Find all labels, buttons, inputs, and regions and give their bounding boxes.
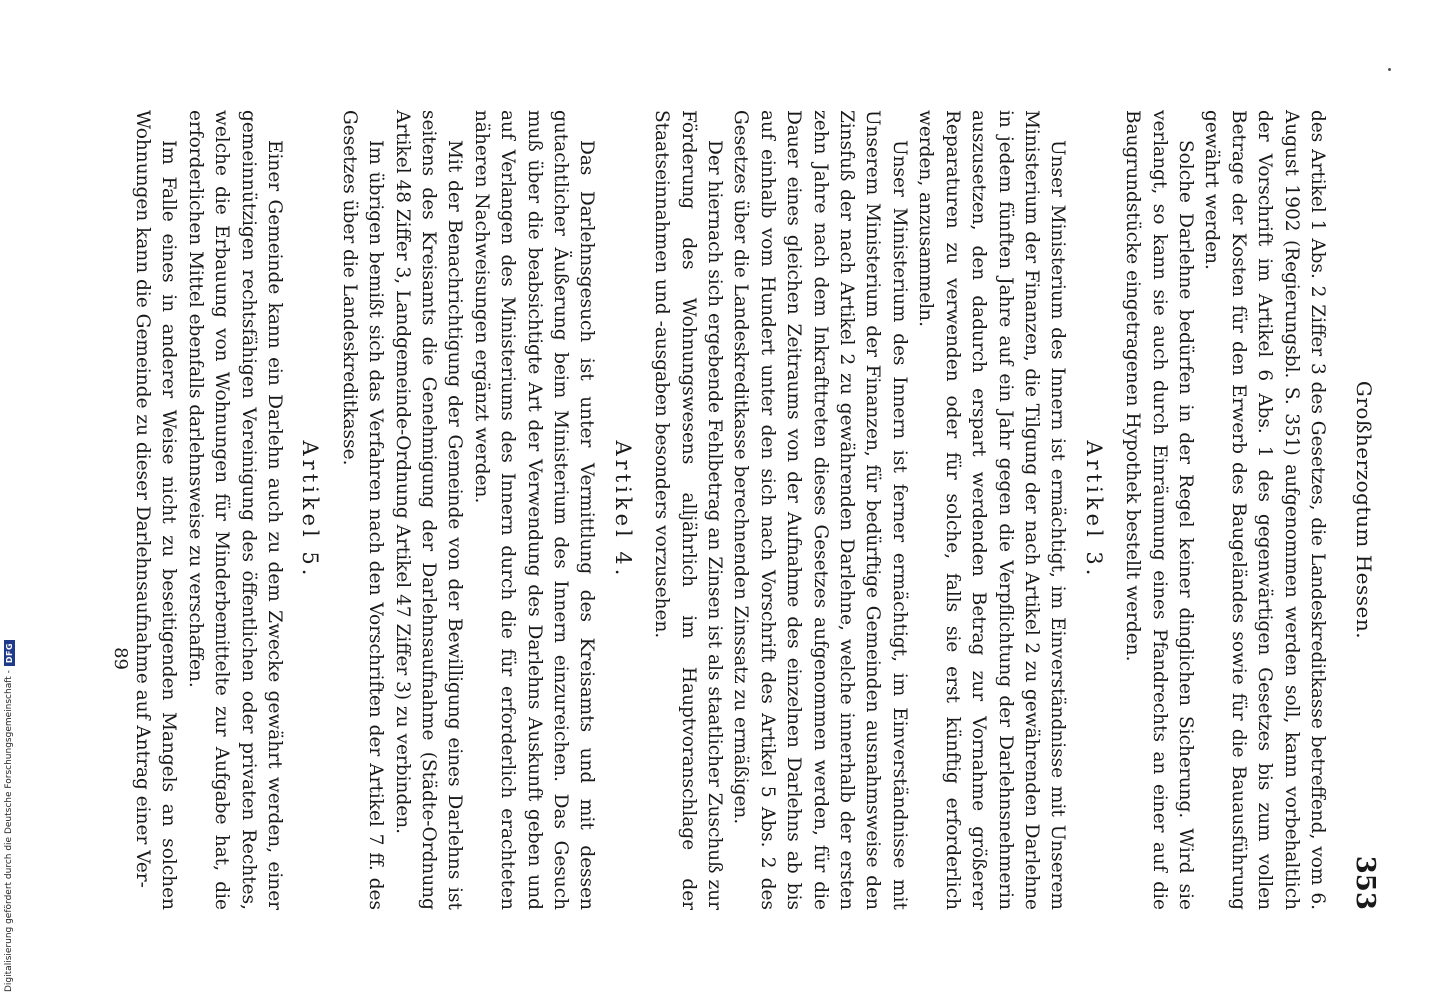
- signature-mark: 89: [110, 647, 131, 670]
- running-head: Großherzogtum Hessen.: [1352, 380, 1376, 640]
- paragraph-10: Im Falle eines in anderer Weise nicht zu beseitigenden Mangels an solchen Wohnungen kann die Gemeinde zu dieser Darlehnsaufnahme auf Antrag einer Ver-: [131, 110, 180, 910]
- scan-artifact-dot: [1388, 68, 1391, 71]
- page-header: [1340, 110, 1380, 910]
- credit-text: Digitalisierung gefördert durch die Deutsche Forschungsgemeinschaft -: [4, 670, 14, 992]
- paragraph-2: Solche Darlehne bedürfen in der Regel keiner dinglichen Sicherung. Wird sie verlangt, so kann sie auch durch Einräumung eines Pfandrechts an einer auf die Baugrundstücke eingetragenen Hypothek bestellt werden.: [1122, 110, 1196, 910]
- rotated-page: [110, 110, 1380, 910]
- page-number: 353: [1350, 855, 1380, 910]
- article-5-heading: Artikel 5.: [298, 440, 323, 580]
- paragraph-5: Der hiernach sich ergebende Fehlbetrag an Zinsen ist als staatlicher Zuschuß zur Förderung des Wohnungswesens alljährlich im Hauptvoranschlage der Staatseinnahmen und -ausgaben besonders vorzusehen.: [651, 110, 726, 910]
- dfg-logo: DFG: [4, 640, 15, 666]
- paragraph-8: Im übrigen bemißt sich das Verfahren nach den Vorschriften der Artikel 7 ff. des Gesetzes über die Landeskreditkasse.: [338, 110, 387, 910]
- article-4-heading: Artikel 4.: [610, 440, 635, 580]
- paragraph-4: Unser Ministerium des Innern ist ferner ermächtigt, im Einverständnisse mit Unserem Ministerium der Finanzen, für bedürftige Gemeinden ausnahmsweise den Zinsfuß der nach Artikel 2 zu gewährenden Darlehne, welche innerhalb der ersten zehn Jahre nach dem Inkrafttreten dieses Gesetzes aufgenommen werden, für die Dauer eines gleichen Zeitraums von der Aufnahme des einzelnen Darlehns ab bis auf einhalb vom Hundert unter den sich nach Vorschrift des Artikel 5 Abs. 2 des Gesetzes über die Landeskreditkasse berechnenden Zinssatz zu ermäßigen.: [730, 110, 910, 910]
- paragraph-3: Unser Ministerium des Innern ist ermächtigt, im Einverständnisse mit Unserem Ministerium der Finanzen, die Tilgung der nach Artikel 2 zu gewährenden Darlehne in jedem fünften Jahre auf ein Jahr gegen die Verpflichtung der Darlehnsnehmerin auszusetzen, den dadurch erspart werdenden Betrag zur Vornahme größerer Reparaturen zu verwenden oder für solche, falls sie erst künftig erforderlich werden, anzusammeln.: [915, 110, 1069, 910]
- paragraph-9: Einer Gemeinde kann ein Darlehn auch zu dem Zwecke gewährt werden, einer gemeinnützigen rechtsfähigen Vereinigung des öffentlichen oder privaten Rechtes, welche die Erbauung von Wohnungen für Minderbemittelte zur Aufgabe hat, die erforderlichen Mittel ebenfalls darlehnsweise zu verschaffen.: [184, 110, 285, 910]
- page-body: [131, 110, 1330, 910]
- article-3-heading: Artikel 3.: [1081, 440, 1106, 580]
- digitization-credit: [2, 592, 16, 992]
- paragraph-6: Das Darlehnsgesuch ist unter Vermittlung des Kreisamts und mit dessen gutachtlicher Äußerung beim Ministerium des Innern einzureichen. Das Gesuch muß über die beabsichtigte Art der Verwendung des Darlehns Auskunft geben und auf Verlangen des Ministeriums des Innern durch die für erforderlich erachteten näheren Nachweisungen ergänzt werden.: [470, 110, 598, 910]
- paragraph-1: des Artikel 1 Abs. 2 Ziffer 3 des Gesetzes, die Landeskreditkasse betreffend, vom 6. August 1902 (Regierungsbl. S. 351) aufgenommen werden soll, kann vorbehaltlich der Vorschrift im Artikel 6 Abs. 1 des gegenwärtigen Gesetzes bis zum vollen Betrage der Kosten für den Erwerb des Baugeländes sowie für die Bauausführung gewährt werden.: [1201, 110, 1328, 910]
- paragraph-7: Mit der Benachrichtigung der Gemeinde von der Bewilligung eines Darlehns ist seitens des Kreisamts die Genehmigung der Darlehnsaufnahme (Städte-Ordnung Artikel 48 Ziffer 3, Landgemeinde-Ordnung Artikel 47 Ziffer 3) zu verbinden.: [391, 110, 466, 910]
